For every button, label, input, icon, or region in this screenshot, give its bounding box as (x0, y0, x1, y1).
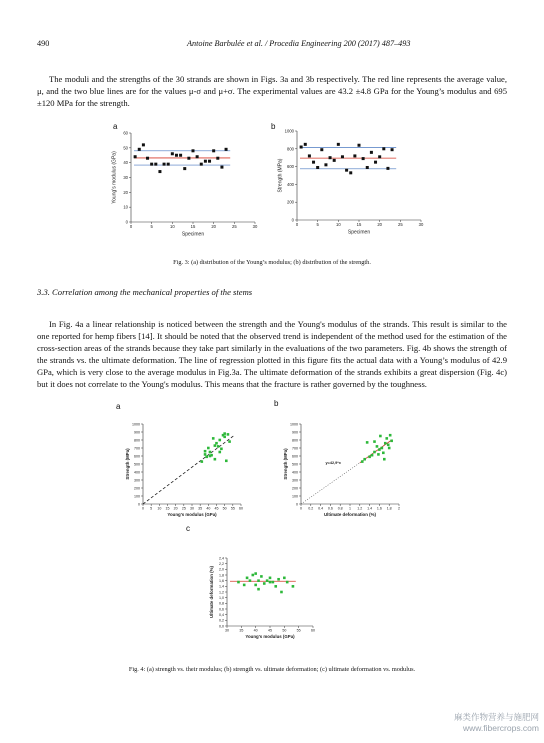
fig4c-x-tick-label: 45 (268, 628, 272, 633)
fig4a-y-tick-label: 300 (134, 478, 140, 483)
fig4a-x-tick-label: 30 (190, 506, 194, 511)
fig3a-y-tick-label: 50 (123, 145, 128, 151)
fig4c-y-tick-label: 2,4 (219, 556, 224, 561)
fig4c-x-tick-label: 60 (311, 628, 315, 633)
fig4a-x-tick-label: 50 (222, 506, 227, 511)
fig3a-y-tick-label: 60 (123, 130, 128, 136)
fig4c-data-point (272, 581, 275, 584)
fig4a-x-axis-label: Young's modulus (GPa) (167, 512, 217, 518)
fig4a-x-tick-label: 35 (198, 506, 203, 511)
fig4a-x-tick-label: 20 (173, 506, 178, 511)
fig4c-y-tick-label: 1,6 (219, 578, 224, 583)
fig4c-y-tick-label: 1,4 (219, 584, 224, 589)
fig4b-x-tick-label: 2 (398, 506, 400, 511)
fig4b-x-tick-label: 0 (300, 506, 302, 511)
fig4b-x-tick-label: 0.6 (327, 506, 333, 511)
fig4a-y-tick-label: 200 (134, 486, 140, 491)
fig4c-data-point (254, 584, 257, 587)
fig3a-x-tick-label: 0 (129, 224, 133, 230)
fig4a-y-tick-label: 0 (138, 502, 140, 507)
fig4c-y-tick-label: 0,2 (219, 618, 224, 623)
watermark-line-2: www.fibercrops.com (462, 723, 539, 733)
fig4b-y-tick-label: 500 (292, 462, 298, 467)
fig3a-x-tick-label: 20 (211, 224, 217, 230)
fig4a-x-tick-label: 45 (214, 506, 219, 511)
fig4c-data-point (277, 578, 280, 581)
journal-citation: Antoine Barbulée et al. / Procedia Engineering 200 (2017) 487–493 (187, 39, 411, 48)
fig4-panel-letter-b: b (274, 399, 279, 408)
fig3b-x-tick-label: 20 (377, 222, 383, 228)
fig3a-y-tick-label: 40 (123, 160, 128, 166)
fig4c-data-point (269, 577, 272, 580)
fig3b-y-axis-label: Strength (MPa) (277, 158, 284, 193)
fig4a-y-tick-label: 500 (134, 462, 140, 467)
fig4a-y-tick-label: 400 (134, 470, 140, 475)
fig3b-y-tick-label: 0 (291, 217, 294, 223)
fig4c-x-tick-label: 55 (296, 628, 301, 633)
fig4b-y-tick-label: 100 (292, 494, 298, 499)
paragraph-correlation-text: In Fig. 4a a linear relationship is noticed between the strength and the Young's modulus of the strands. This result is similar to the one reported for hemp fibers [14]. It should be noted that the observed trend is independent of the method used for the estimation of the cross-section areas of the strands because they take part similarly in the evaluations of the two parameters. Fig. 4b shows the strength of the strands vs. the ultimate deformation. The line of regression plotted in this figure fits the actual data with a Young’s modulus of 42.9 GPa, which is very close to the average modulus in Fig.3a. The ultimate deformation of the strands exhibits a great dispersion (Fig. 4c) but it does not correlate to the Young's modulus. This means that the fracture is rather governed by the toughness. (37, 319, 507, 390)
fig3b-x-tick-label: 5 (316, 222, 319, 228)
fig4a-x-tick-label: 25 (181, 506, 186, 511)
fig4b-x-tick-label: 1.4 (367, 506, 373, 511)
fig4c-y-tick-label: 0,6 (219, 607, 224, 612)
fig3-caption: Fig. 3: (a) distribution of the Young’s modulus; (b) distribution of the strength. (173, 259, 371, 266)
fig4c-y-tick-label: 2,2 (219, 561, 224, 566)
fig4c-y-tick-label: 2,0 (219, 567, 224, 572)
fig4a-x-tick-label: 40 (206, 506, 211, 511)
fig4b-x-tick-label: 0.2 (308, 506, 314, 511)
fig3a-x-tick-label: 25 (231, 224, 237, 230)
fig4c-data-point (286, 581, 289, 584)
fig4c-x-tick-label: 40 (253, 628, 258, 633)
fig4b-y-tick-label: 800 (292, 438, 298, 443)
fig4a-x-tick-label: 60 (239, 506, 243, 511)
page-number: 490 (37, 39, 50, 48)
section-heading: 3.3. Correlation among the mechanical properties of the stems (37, 287, 253, 297)
fig3b-y-tick-label: 600 (287, 164, 294, 170)
fig3b-x-tick-label: 25 (397, 222, 403, 228)
fig4a-x-tick-label: 0 (142, 506, 144, 511)
fig4b-y-tick-label: 200 (292, 486, 298, 491)
fig4b-x-tick-label: 0.8 (337, 506, 343, 511)
fig4b-y-tick-label: 700 (292, 446, 298, 451)
fig4b-x-tick-label: 1.6 (376, 506, 382, 511)
fig3a-x-axis-label: Specimen (181, 231, 205, 238)
fig3-panel-letter-b: b (271, 122, 276, 131)
fig4b-x-tick-label: 1.2 (357, 506, 363, 511)
fig4c-y-tick-label: 0,8 (219, 601, 224, 606)
fig4c-y-tick-label: 1,0 (219, 595, 224, 600)
fig4a-y-tick-label: 1000 (132, 422, 140, 427)
fig4c-data-point (237, 581, 240, 584)
fig3-panel-letter-a: a (113, 122, 118, 131)
fig4c-data-point (257, 588, 260, 591)
paragraph-moduli-text: The moduli and the strengths of the 30 strands are shown in Figs. 3a and 3b respectively. The red line represents the average value, μ, and the two blue lines are for the values μ-σ and μ+σ. The experimental values are 43.2 ±4.8 GPa for the Young’s modulus and 695 ±120 MPa for the strength. (37, 74, 507, 109)
fig4b-x-axis-label: Ultimate deformation (%) (324, 512, 376, 518)
fig4b-y-tick-label: 400 (292, 470, 298, 475)
fig4c-x-tick-label: 35 (239, 628, 244, 633)
fig3a-x-tick-label: 5 (150, 224, 153, 230)
fig4c-x-tick-label: 50 (282, 628, 287, 633)
fig3b-x-tick-label: 30 (418, 222, 424, 228)
fig4a-y-tick-label: 100 (134, 494, 140, 499)
fig4b-y-tick-label: 300 (292, 478, 298, 483)
fig4b-x-tick-label: 0.4 (318, 506, 324, 511)
fig4c-data-point (263, 582, 266, 585)
fig4c-y-axis-label: Ultimate deformation (%) (209, 566, 215, 618)
fig4b-y-tick-label: 900 (292, 430, 298, 435)
fig4c-data-point (266, 579, 269, 582)
fig4c-data-point (249, 579, 252, 582)
fig3a-y-tick-label: 30 (123, 174, 128, 180)
fig3a-y-tick-label: 10 (123, 204, 128, 210)
fig4a-y-tick-label: 700 (134, 446, 140, 451)
fig4a-x-tick-label: 10 (157, 506, 162, 511)
fig4c-data-point (243, 584, 246, 587)
fig4a-y-tick-label: 800 (134, 438, 140, 443)
fig4c-data-point (283, 577, 286, 580)
fig4-panel-letter-c: c (186, 524, 190, 533)
watermark-line-1: 麻类作物营养与施肥网 (453, 712, 539, 722)
fig4c-data-point (280, 591, 283, 594)
fig3b-x-tick-label: 10 (335, 222, 341, 228)
fig4c-y-tick-label: 1,2 (219, 590, 224, 595)
fig3a-y-axis-label: Young's modulus (GPa) (111, 151, 118, 204)
fig4c-x-axis-label: Young's modulus (GPa) (245, 634, 295, 640)
fig4a-y-tick-label: 600 (134, 454, 140, 459)
fig4a-x-tick-label: 55 (230, 506, 235, 511)
fig4a-x-tick-label: 5 (150, 506, 153, 511)
fig4b-fit-annotation: y=42,9*x (325, 461, 341, 465)
fig4c-y-tick-label: 1,8 (219, 573, 224, 578)
fig3b-y-tick-label: 1000 (284, 128, 294, 134)
fig4b-x-tick-label: 1.8 (386, 506, 392, 511)
fig4c-x-tick-label: 30 (225, 628, 229, 633)
fig4c-y-tick-label: 0,4 (219, 612, 224, 617)
fig3b-y-tick-label: 800 (287, 146, 294, 152)
fig4c-data-point (246, 577, 249, 580)
fig3b-x-tick-label: 0 (295, 222, 299, 228)
watermark (403, 712, 539, 734)
fig3a-y-tick-label: 0 (125, 219, 128, 225)
fig3b-y-tick-label: 200 (287, 199, 294, 205)
fig4c-data-point (252, 574, 255, 577)
fig4c-y-tick-label: 0,0 (219, 624, 224, 629)
fig3b-y-tick-label: 400 (287, 181, 294, 187)
fig4-caption: Fig. 4: (a) strength vs. their modulus; (b) strength vs. ultimate deformation; (c) ultimate deformation vs. modulus. (128, 666, 416, 673)
fig3a-x-tick-label: 15 (190, 224, 196, 230)
fig4a-y-tick-label: 900 (134, 430, 140, 435)
fig4b-y-tick-label: 600 (292, 454, 298, 459)
fig3a-y-tick-label: 20 (123, 189, 128, 195)
fig4c-data-point (269, 581, 272, 584)
fig4b-y-axis-label: Strength (MPa) (283, 448, 289, 480)
fig4c-data-point (260, 575, 263, 578)
fig4-panel-letter-a: a (116, 402, 121, 411)
fig3a-x-tick-label: 30 (252, 224, 258, 230)
fig3a-x-tick-label: 10 (169, 224, 175, 230)
fig4b-x-tick-label: 1 (349, 506, 351, 511)
fig4c-data-point (257, 579, 260, 582)
fig4c-data-point (274, 585, 277, 588)
fig4b-y-tick-label: 0 (296, 502, 298, 507)
fig4a-y-axis-label: Strength (MPa) (125, 448, 131, 480)
fig4b-y-tick-label: 1000 (290, 422, 298, 427)
fig3b-x-axis-label: Specimen (347, 229, 371, 236)
fig4c-data-point (292, 585, 295, 588)
fig3b-x-tick-label: 15 (356, 222, 362, 228)
fig4a-x-tick-label: 15 (165, 506, 170, 511)
fig4c-data-point (254, 572, 257, 575)
